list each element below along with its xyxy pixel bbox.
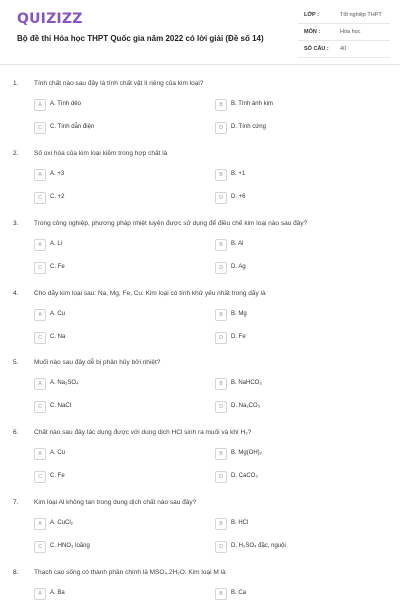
option-text: B. Tính ánh kim [231, 101, 273, 107]
meta-row-subject [298, 26, 390, 41]
question-text: Chất nào sau đây tác dụng được với dung dịch HCl sinh ra muối và khí H₂? [34, 429, 252, 436]
option-text: A. Ba [50, 590, 65, 596]
option-letter: C [34, 122, 46, 134]
option-text: C. HNO₃ loãng [50, 543, 90, 549]
option-text: A. Cu [50, 311, 66, 317]
option-text: B. Al [231, 241, 244, 247]
option-letter: D [215, 192, 227, 204]
option-letter: C [34, 541, 46, 553]
option-text: C. +2 [50, 194, 65, 200]
option-letter: D [215, 262, 227, 274]
option-letter: C [34, 192, 46, 204]
option-text: A. Na₂SO₄ [50, 380, 79, 386]
option-letter: A [34, 588, 46, 600]
question-number: 5. [13, 359, 19, 366]
option-text: B. +1 [231, 171, 246, 177]
option-text: A. CuCl₂ [50, 520, 74, 526]
option-text: A. Tính dẻo [50, 101, 81, 107]
option-text: D. H₂SO₄ đặc, nguội [231, 543, 286, 549]
option-letter: B [215, 448, 227, 460]
meta-key: MÔN : [304, 29, 321, 35]
option-letter: C [34, 471, 46, 483]
question-number: 1. [13, 80, 19, 87]
meta-key: LỚP : [304, 12, 319, 18]
question-text: Cho dãy kim loại sau: Na, Mg, Fe, Cu. Kim loại có tính khử yếu nhất trong dãy là [34, 290, 266, 297]
question-number: 8. [13, 569, 19, 576]
option-letter: D [215, 122, 227, 134]
option-text: A. Cu [50, 450, 66, 456]
option-text: C. Tính dẫn điện [50, 124, 95, 130]
quizizz-logo: QUIZIZZ [17, 11, 83, 27]
question-text: Muối nào sau đây dễ bị phân hủy bởi nhiệt? [34, 359, 161, 366]
question-number: 6. [13, 429, 19, 436]
meta-row-question-count [298, 43, 390, 58]
option-text: C. Na [50, 334, 66, 340]
option-text: C. Fe [50, 264, 65, 270]
option-letter: B [215, 309, 227, 321]
worksheet-meta [298, 9, 390, 60]
option-letter: D [215, 401, 227, 413]
question-number: 4. [13, 290, 19, 297]
question-text: Tính chất nào sau đây là tính chất vật lí riêng của kim loại? [34, 80, 204, 87]
option-letter: A [34, 378, 46, 390]
option-text: B. NaHCO₃ [231, 380, 262, 386]
option-letter: B [215, 239, 227, 251]
option-text: A. +3 [50, 171, 65, 177]
option-letter: A [34, 99, 46, 111]
option-letter: A [34, 448, 46, 460]
question-number: 2. [13, 150, 19, 157]
option-text: B. HCl [231, 520, 249, 526]
option-text: A. Li [50, 241, 63, 247]
option-letter: D [215, 541, 227, 553]
question-text: Trong công nghiệp, phương pháp nhiệt luyện được sử dụng để điều chế kim loại nào sau đây? [34, 220, 308, 227]
option-text: B. Mg [231, 311, 247, 317]
option-text: C. NaCl [50, 403, 72, 409]
meta-row-class [298, 9, 390, 24]
option-text: D. Na₂CO₃ [231, 403, 261, 409]
option-text: C. Fe [50, 473, 65, 479]
option-letter: B [215, 588, 227, 600]
option-letter: C [34, 332, 46, 344]
meta-value: 40 [340, 46, 347, 52]
question-text: Thạch cao sống có thành phần chính là MSO₄.2H₂O. Kim loại M là [34, 569, 226, 576]
option-letter: C [34, 262, 46, 274]
question-text: Số oxi hóa của kim loại kiềm trong hợp chất là [34, 150, 168, 157]
option-letter: A [34, 239, 46, 251]
question-number: 3. [13, 220, 19, 227]
worksheet-title: Bộ đề thi Hóa học THPT Quốc gia năm 2022 có lời giải (Đề số 14) [17, 34, 264, 43]
option-letter: B [215, 99, 227, 111]
meta-value: Tốt nghiệp THPT [340, 12, 382, 18]
option-text: D. +6 [231, 194, 246, 200]
option-text: D. Tính cứng [231, 124, 266, 130]
option-letter: B [215, 169, 227, 181]
option-text: D. Ag [231, 264, 246, 270]
meta-key: SỐ CÂU : [304, 46, 329, 52]
option-letter: C [34, 401, 46, 413]
option-text: D. CaCO₃ [231, 473, 258, 479]
option-letter: A [34, 518, 46, 530]
option-letter: A [34, 169, 46, 181]
option-letter: D [215, 471, 227, 483]
option-text: B. Mg(OH)₂ [231, 450, 262, 456]
question-number: 7. [13, 499, 19, 506]
option-letter: A [34, 309, 46, 321]
meta-value: Hóa học [340, 29, 361, 35]
option-text: B. Ca [231, 590, 247, 596]
option-letter: B [215, 518, 227, 530]
option-letter: B [215, 378, 227, 390]
question-text: Kim loại Al không tan trong dung dịch chất nào sau đây? [34, 499, 197, 506]
option-letter: D [215, 332, 227, 344]
worksheet-header [0, 0, 400, 65]
option-text: D. Fe [231, 334, 246, 340]
